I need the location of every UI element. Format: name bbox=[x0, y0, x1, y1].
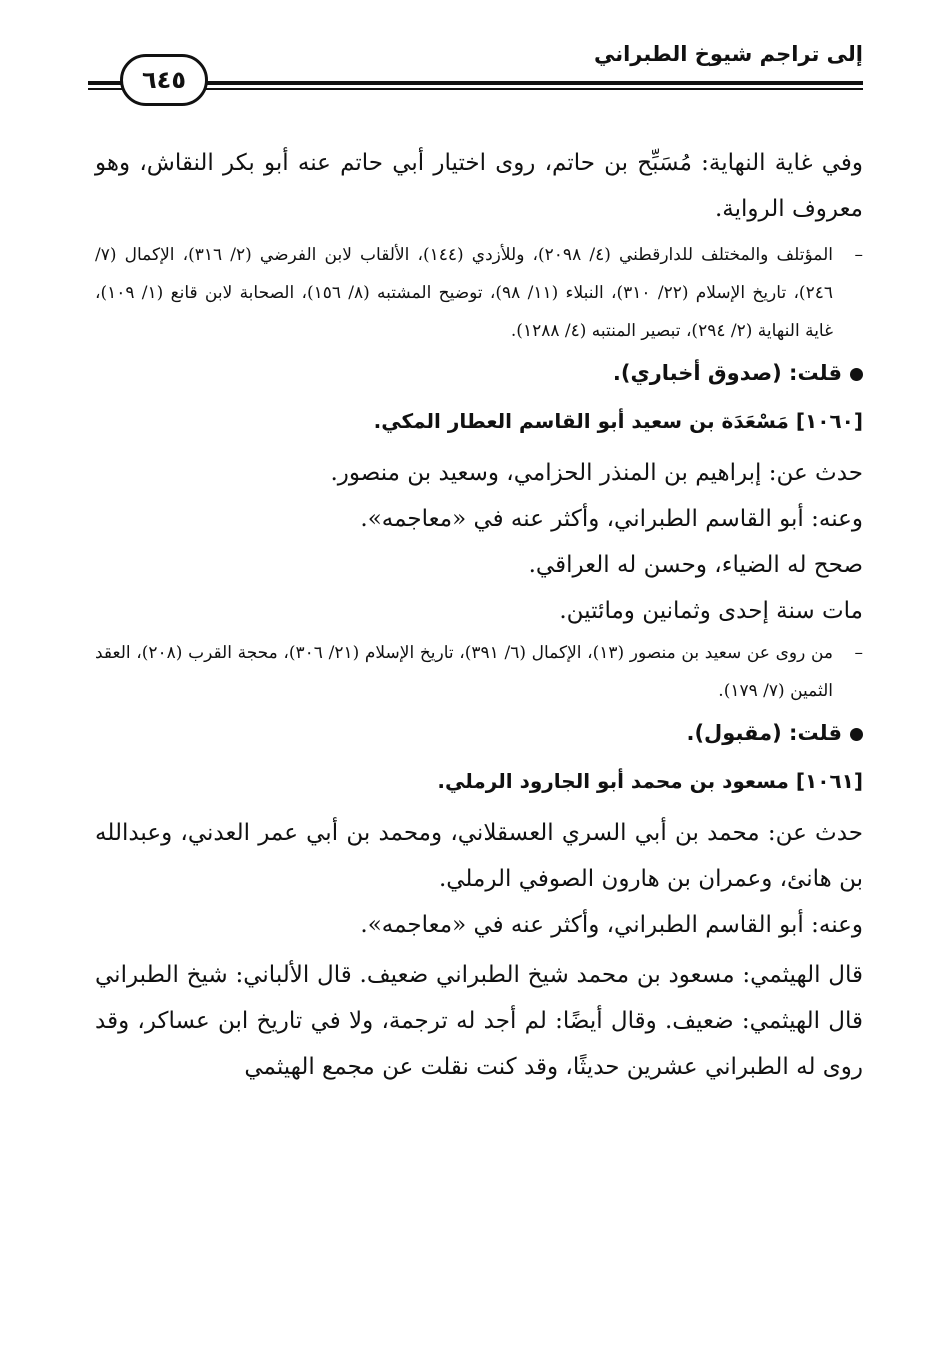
paragraph: قال الهيثمي: مسعود بن محمد شيخ الطبراني ضعيف. قال الألباني: شيخ الطبراني قال الهيثمي: ضعيف. وقال أيضًا: لم أجد له ترجمة، ولا في تاريخ ابن عساكر، وقد روى له الطبراني عشرين حديثًا، وقد كنت نقلت عن مجمع الهيثمي bbox=[95, 962, 863, 1080]
bullet-icon bbox=[850, 368, 863, 381]
running-title: إلى تراجم شيوخ الطبراني bbox=[593, 42, 863, 66]
paragraph: مات سنة إحدى وثمانين ومائتين. bbox=[559, 598, 863, 624]
note-text: المؤتلف والمختلف للدارقطني (٤/ ٢٠٩٨)، وللأزدي (١٤٤)، الألقاب لابن الفرضي (٢/ ٣١٦)، الإكمال (٧/ ٢٤٦)، تاريخ الإسلام (٢٢/ ٣١٠)، النبلاء (١١/ ٩٨)، توضيح المشتبه (٨/ ١٥٦)، الصحابة لابن قانع (١/ ١٠٩)، غاية النهاية (٢/ ٢٩٤)، تبصير المنتبه (٤/ ١٢٨٨). bbox=[95, 245, 833, 341]
page-body bbox=[95, 140, 863, 1090]
footnote-references bbox=[95, 634, 863, 710]
verdict bbox=[95, 350, 863, 396]
paragraph: صحح له الضياء، وحسن له العراقي. bbox=[528, 552, 863, 578]
verdict-text: قلت: (صدوق أخباري). bbox=[612, 361, 842, 385]
note-dash: – bbox=[854, 643, 863, 663]
verdict bbox=[95, 710, 863, 756]
verdict-text: قلت: (مقبول). bbox=[686, 721, 842, 745]
paragraph: حدث عن: محمد بن أبي السري العسقلاني، ومحمد بن أبي عمر العدني، وعبدالله بن هانئ، وعمران بن هارون الصوفي الرملي. bbox=[95, 820, 863, 892]
footnote-references bbox=[95, 236, 863, 350]
entry-heading: [١٠٦٠] مَسْعَدَة بن سعيد أبو القاسم العطار المكي. bbox=[373, 409, 863, 433]
note-text: من روى عن سعيد بن منصور (١٣)، الإكمال (٦/ ٣٩١)، تاريخ الإسلام (٢١/ ٣٠٦)، محجة القرب (٢٠٨)، العقد الثمين (٧/ ١٧٩). bbox=[95, 643, 833, 701]
page-number: ٦٤٥ bbox=[120, 54, 208, 106]
entry-heading: [١٠٦١] مسعود بن محمد أبو الجارود الرملي. bbox=[437, 769, 863, 793]
note-dash: – bbox=[854, 245, 863, 265]
paragraph: وعنه: أبو القاسم الطبراني، وأكثر عنه في «معاجمه». bbox=[360, 912, 863, 938]
paragraph: حدث عن: إبراهيم بن المنذر الحزامي، وسعيد بن منصور. bbox=[330, 460, 863, 486]
paragraph: وعنه: أبو القاسم الطبراني، وأكثر عنه في «معاجمه». bbox=[360, 506, 863, 532]
paragraph: وفي غاية النهاية: مُسَبِّح بن حاتم، روى اختيار أبي حاتم عنه أبو بكر النقاش، وهو معروف الرواية. bbox=[95, 150, 863, 222]
bullet-icon bbox=[850, 728, 863, 741]
page-header bbox=[88, 40, 863, 104]
